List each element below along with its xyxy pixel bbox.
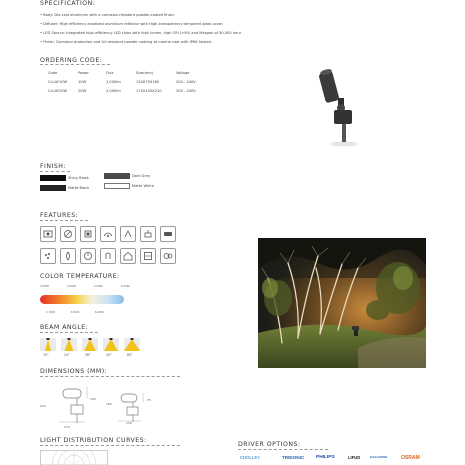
cell-power: 20W — [78, 88, 87, 93]
house-icon — [120, 248, 136, 264]
beam-angle-label: 15° — [43, 353, 49, 357]
bracket-icon — [140, 226, 156, 242]
dim-height-small: 210 — [40, 404, 46, 408]
cool-touch-icon-glyph — [103, 251, 113, 261]
beam-angle-icon — [103, 338, 119, 351]
cct-label: 3,000K — [66, 285, 77, 288]
color-temperature-bar — [40, 295, 124, 304]
ce-rohs-icon — [160, 248, 176, 264]
cell-code: CLLAY20W — [48, 88, 68, 93]
aluminum-icon — [140, 248, 156, 264]
beam-angle-icon — [124, 338, 140, 351]
swatch-label-matte-black: Matte Black — [68, 186, 90, 190]
beam-angle-label: 60° — [127, 353, 133, 357]
cct-label: 4,000K — [93, 285, 104, 288]
angle-adjust-icon — [120, 226, 136, 242]
waterproof-icon-glyph — [63, 251, 73, 261]
cri-icon — [100, 226, 116, 242]
cell-code: CLLAY10W — [48, 79, 68, 84]
features-rule — [40, 220, 88, 221]
dimensions-rule — [40, 376, 180, 377]
dimension-drawing-large — [115, 390, 151, 424]
waterproof-icon — [60, 248, 76, 264]
ce-rohs-icon-glyph — [163, 251, 173, 261]
beam-angle-icon — [40, 338, 56, 351]
beam-angle-label: 36° — [85, 353, 91, 357]
driver-icon-glyph — [163, 229, 173, 239]
ip66-icon — [40, 226, 56, 242]
driver-options-rule — [238, 449, 328, 450]
brand-logo-osram: OSRAM — [401, 455, 420, 461]
brand-logo-cholley: CHOLLEY — [240, 455, 261, 460]
ordering-table — [44, 68, 202, 95]
angle-adjust-icon-glyph — [123, 229, 133, 239]
brand-logo-philips: PHILIPS — [316, 455, 335, 460]
swatch-label-dark-grey: Dark Grey — [132, 174, 151, 178]
column-flux: Flux — [106, 70, 114, 75]
spec-line-body: • Body: Die-cast aluminum with a corrosion-resistant powder-coated finish. — [40, 13, 175, 17]
ip66-icon-glyph — [43, 229, 53, 239]
ordering-rule — [40, 64, 110, 65]
dim-height-large: 160 — [106, 402, 112, 406]
finish-heading: FINISH: — [40, 163, 67, 170]
dim-width-small: 175 — [64, 425, 70, 429]
finish-rule — [40, 171, 70, 172]
light-distribution-chart — [40, 450, 108, 465]
beam-cone-glyph — [103, 338, 119, 351]
cct-bottom-labels — [46, 311, 104, 314]
bracket-icon-glyph — [143, 229, 153, 239]
dim-head-small: 105 — [90, 397, 96, 401]
cct-label: 5,000K — [120, 285, 130, 288]
table-row — [44, 77, 202, 86]
product-spotlight-image — [312, 62, 372, 150]
specification-heading: SPECIFICATION: — [40, 0, 96, 7]
cell-voltage: 200 - 240V — [176, 79, 196, 84]
column-power: Power — [78, 70, 89, 75]
cct-label: 2,000K — [40, 285, 50, 288]
spec-line-led-source: • LED Source: Integrated high-efficiency LED chips with high lumen, high CRI (>90) and lifespan of 50,000 hour — [40, 31, 242, 35]
cool-touch-icon — [100, 248, 116, 264]
light-curves-rule — [40, 445, 180, 446]
cct-label: 6,000K — [94, 311, 104, 314]
dimensions-heading: DIMENSIONS (MM): — [40, 368, 108, 375]
swatch-dark-grey[interactable] — [104, 173, 130, 179]
cell-power: 10W — [78, 79, 87, 84]
swatch-matte-white[interactable] — [104, 183, 130, 189]
cell-voltage: 200 - 240V — [176, 88, 196, 93]
cell-flux: 2,000lm — [106, 88, 121, 93]
brand-logo-eaglerise: EAGLERISE — [370, 455, 388, 459]
cell-size: 130X75X160 — [136, 79, 160, 84]
brand-logo-lifud: LIFUD — [348, 455, 361, 460]
lifespan-icon — [80, 248, 96, 264]
features-heading: FEATURES: — [40, 212, 79, 219]
beam-angle-label: 45° — [106, 353, 112, 357]
column-code: Code — [48, 70, 58, 75]
beam-cone-glyph — [82, 338, 98, 351]
spec-line-diffuser: • Diffuser: High efficiency anodized aluminum reflector with High-transparency tempered glass cover. — [40, 22, 224, 26]
brand-logo-tridonic: TRIDONIC — [282, 455, 305, 460]
light-curves-heading: LIGHT DISTRIBUTION CURVES: — [40, 437, 147, 444]
lifespan-icon-glyph — [83, 251, 93, 261]
aluminum-icon-glyph — [143, 251, 153, 261]
spec-line-finish: • Finish: Corrosion protection and UV-resistant powder coating at marine coat with IP66 Sealed. — [40, 40, 212, 44]
swatch-shiny-black[interactable] — [40, 175, 66, 181]
driver-options-heading: DRIVER OPTIONS: — [238, 441, 301, 448]
beam-angle-icon — [82, 338, 98, 351]
cct-label: 3,500K — [70, 311, 80, 314]
dust-proof-icon-glyph — [43, 251, 53, 261]
table-row — [44, 86, 202, 95]
ordering-code-heading: ORDERING CODE: — [40, 57, 103, 64]
beam-angle-icon — [61, 338, 77, 351]
house-icon-glyph — [123, 251, 133, 261]
anti-glare-icon-glyph — [63, 229, 73, 239]
cell-flux: 1,000lm — [106, 79, 121, 84]
cct-top-labels — [40, 285, 130, 288]
driver-icon — [160, 226, 176, 242]
beam-angle-rule — [40, 332, 98, 333]
dimension-drawing-small — [55, 383, 95, 425]
dust-proof-icon — [40, 248, 56, 264]
swatch-label-matte-white: Matte White — [132, 184, 154, 188]
column-size: Size(mm) — [136, 70, 154, 75]
cri-icon-glyph — [103, 229, 113, 239]
swatch-label-shiny-black: Shiny Black — [68, 176, 89, 180]
color-temperature-heading: COLOR TEMPERATURE: — [40, 273, 120, 280]
anti-glare-icon — [60, 226, 76, 242]
dim-head-large: 75 — [147, 398, 151, 402]
garden-application-photo — [258, 238, 426, 368]
column-voltage: Voltage — [176, 70, 190, 75]
beam-angle-label: 24° — [64, 353, 70, 357]
beam-angle-heading: BEAM ANGLE: — [40, 324, 89, 331]
cell-size: 175X105X210 — [136, 88, 162, 93]
led-chip-icon-glyph — [83, 229, 93, 239]
dim-width-large: 130 — [126, 421, 132, 425]
cct-label: 2,700K — [46, 311, 56, 314]
beam-cone-glyph — [124, 338, 140, 351]
led-chip-icon — [80, 226, 96, 242]
beam-cone-glyph — [61, 338, 77, 351]
swatch-matte-black[interactable] — [40, 185, 66, 191]
table-header-row — [44, 68, 202, 77]
beam-cone-glyph — [40, 338, 56, 351]
